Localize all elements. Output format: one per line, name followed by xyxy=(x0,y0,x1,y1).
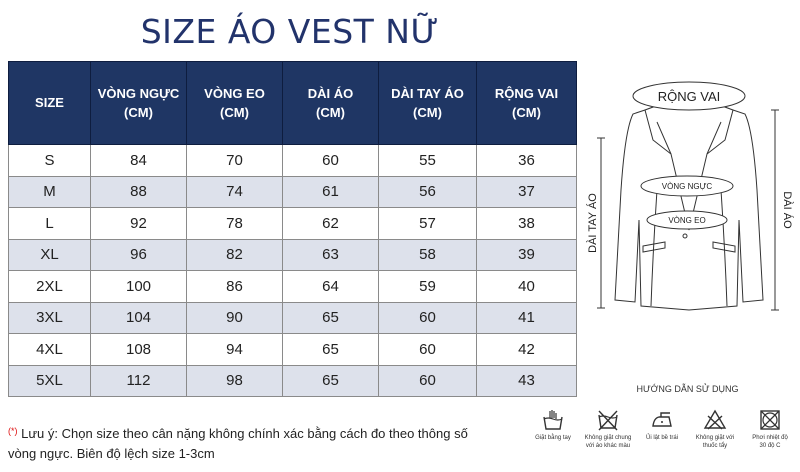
sleeve-cell: 55 xyxy=(379,145,477,177)
care-label: Giặt bằng tay xyxy=(535,435,571,441)
no-mix-wash-icon xyxy=(596,408,620,432)
chest-cell: 108 xyxy=(91,334,187,366)
header-row xyxy=(9,62,577,145)
sleeve-cell: 60 xyxy=(379,365,477,397)
table-row xyxy=(9,365,577,397)
care-label: Phơi nhiệt độ xyxy=(752,435,788,441)
waist-cell: 98 xyxy=(187,365,283,397)
size-cell: M xyxy=(9,176,91,208)
waist-cell: 86 xyxy=(187,271,283,303)
shoulder-cell: 37 xyxy=(477,176,577,208)
waist-cell: 94 xyxy=(187,334,283,366)
sleeve-cell: 56 xyxy=(379,176,477,208)
waist-cell: 70 xyxy=(187,145,283,177)
sleeve-cell: 60 xyxy=(379,302,477,334)
chest-cell: 100 xyxy=(91,271,187,303)
care-label: với áo khác màu xyxy=(585,442,631,449)
care-label: Không giặt với xyxy=(695,435,735,441)
care-item-no-mix-wash xyxy=(582,408,634,450)
usage-title: HƯỚNG DẪN SỬ DỤNG xyxy=(636,384,739,394)
sleeve-label: DÀI TAY ÁO xyxy=(587,193,599,253)
care-item-iron xyxy=(636,408,688,443)
chest-cell: 84 xyxy=(91,145,187,177)
length-cell: 65 xyxy=(283,302,379,334)
care-label: 30 độ C xyxy=(759,442,781,449)
chest-cell: 88 xyxy=(91,176,187,208)
size-cell: XL xyxy=(9,239,91,271)
table-row xyxy=(9,271,577,303)
header-length: DÀI ÁO (CM) xyxy=(283,62,379,145)
note-text: Lưu ý: Chọn size theo cân nặng không chính xác bằng cách đo theo thông số vòng ngực. Biên độ lệch size 1-3cm xyxy=(8,426,468,461)
table-row xyxy=(9,302,577,334)
sleeve-cell: 58 xyxy=(379,239,477,271)
care-label: thuốc tẩy xyxy=(702,442,728,449)
length-cell: 61 xyxy=(283,176,379,208)
table-row xyxy=(9,239,577,271)
table-row xyxy=(9,176,577,208)
care-item-hand-wash xyxy=(527,408,579,443)
jacket-outline xyxy=(615,110,763,310)
waist-cell: 78 xyxy=(187,208,283,240)
table-row xyxy=(9,334,577,366)
length-label: DÀI ÁO xyxy=(781,191,793,229)
shoulder-label: RỘNG VAI xyxy=(657,89,721,104)
chest-cell: 92 xyxy=(91,208,187,240)
shoulder-cell: 42 xyxy=(477,334,577,366)
care-label: Không giặt chung xyxy=(584,435,632,441)
shoulder-cell: 41 xyxy=(477,302,577,334)
chest-cell: 104 xyxy=(91,302,187,334)
note-marker: (*) xyxy=(8,426,18,436)
length-cell: 63 xyxy=(283,239,379,271)
table-row xyxy=(9,208,577,240)
header-waist: VÒNG EO (CM) xyxy=(187,62,283,145)
shoulder-cell: 36 xyxy=(477,145,577,177)
size-cell: L xyxy=(9,208,91,240)
iron-icon xyxy=(650,408,674,432)
waist-cell: 82 xyxy=(187,239,283,271)
length-cell: 64 xyxy=(283,271,379,303)
length-cell: 62 xyxy=(283,208,379,240)
size-cell: 3XL xyxy=(9,302,91,334)
shoulder-cell: 38 xyxy=(477,208,577,240)
sleeve-cell: 59 xyxy=(379,271,477,303)
jacket-diagram xyxy=(585,70,795,320)
length-cell: 65 xyxy=(283,334,379,366)
length-cell: 60 xyxy=(283,145,379,177)
page-title: SIZE ÁO VEST NỮ xyxy=(140,12,440,51)
header-shoulder: RỘNG VAI (CM) xyxy=(477,62,577,145)
chest-cell: 112 xyxy=(91,365,187,397)
jacket-button xyxy=(683,234,687,238)
shoulder-cell: 39 xyxy=(477,239,577,271)
shoulder-cell: 43 xyxy=(477,365,577,397)
size-cell: 2XL xyxy=(9,271,91,303)
chest-label: VÒNG NGỰC xyxy=(661,182,713,191)
header-size: SIZE xyxy=(9,62,91,145)
shoulder-cell: 40 xyxy=(477,271,577,303)
length-cell: 65 xyxy=(283,365,379,397)
waist-cell: 90 xyxy=(187,302,283,334)
waist-label: VÒNG EO xyxy=(668,216,706,225)
sleeve-cell: 57 xyxy=(379,208,477,240)
hand-wash-icon xyxy=(541,408,565,432)
no-bleach-icon xyxy=(703,408,727,432)
table-row xyxy=(9,145,577,177)
size-cell: S xyxy=(9,145,91,177)
waist-cell: 74 xyxy=(187,176,283,208)
care-item-dry-temp xyxy=(744,408,796,450)
size-cell: 4XL xyxy=(9,334,91,366)
sleeve-cell: 60 xyxy=(379,334,477,366)
care-label: Ủi lật bề trái xyxy=(645,435,678,441)
sizing-note xyxy=(8,424,478,464)
size-cell: 5XL xyxy=(9,365,91,397)
header-sleeve: DÀI TAY ÁO (CM) xyxy=(379,62,477,145)
chest-cell: 96 xyxy=(91,239,187,271)
size-table xyxy=(8,61,577,397)
dry-temp-icon xyxy=(758,408,782,432)
header-chest: VÒNG NGỰC (CM) xyxy=(91,62,187,145)
care-item-no-bleach xyxy=(689,408,741,450)
